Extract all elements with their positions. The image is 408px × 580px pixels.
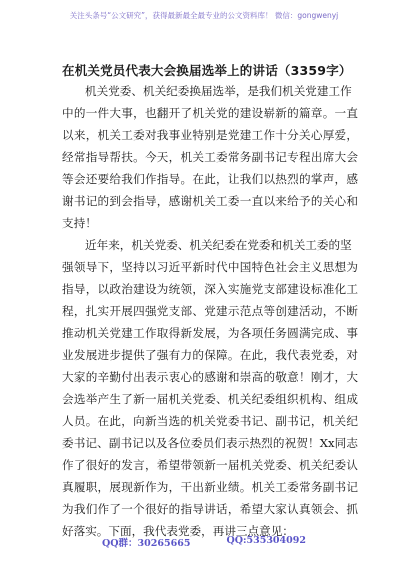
body-line: 真履职，展现新作为，干出新业绩。机关工委常务副书记 [62, 480, 358, 494]
body-line: 指导，以政治建设为统领，深入实施党支部建设标准化工 [62, 282, 358, 296]
body-line: 等会还要给我们作指导。在此，让我们以热烈的掌声，感 [62, 172, 358, 186]
body-line: 推动机关党建工作取得新发展，为各项任务圆满完成、事 [62, 326, 358, 340]
body-line: 机关党委、机关纪委换届选举，是我们机关党建工作 [85, 84, 352, 98]
qq-group-number: QQ群：30265665 [102, 538, 191, 549]
body-line: 近年来，机关党委、机关纪委在党委和机关工委的坚 [85, 238, 352, 252]
body-line: 为我们作了一个很好的指导讲话，希望大家认真领会、抓 [62, 502, 358, 516]
body-line: 好落实。下面，我代表党委，再讲三点意见： [62, 524, 294, 538]
body-line: 业发展进步提供了强有力的保障。在此，我代表党委，对 [62, 348, 358, 362]
body-line: 委书记、副书记以及各位委员们表示热烈的祝贺！Xx同志 [62, 436, 358, 450]
body-line: 以来，机关工委对我事业特别是党建工作十分关心厚爱， [62, 128, 358, 142]
qq-number: QQ:535304092 [226, 535, 306, 546]
body-line: 人员。在此，向新当选的机关党委书记、副书记，机关纪 [62, 414, 358, 428]
document-title: 在机关党员代表大会换届选举上的讲话（3359字） [62, 63, 352, 78]
body-line: 程，扎实开展四强党支部、党建示范点等创建活动，不断 [62, 304, 358, 318]
body-line: 大家的辛勤付出表示衷心的感谢和崇高的敬意！刚才，大 [62, 370, 358, 384]
body-line: 谢书记的到会指导，感谢机关工委一直以来给予的关心和 [62, 194, 358, 208]
body-line: 支持！ [62, 216, 97, 230]
body-line: 会选举产生了新一届机关党委、机关纪委组织机构、组成 [62, 392, 358, 406]
body-line: 强领导下，坚持以习近平新时代中国特色社会主义思想为 [62, 260, 358, 274]
body-line: 作了很好的发言，希望带领新一届机关党委、机关纪委认 [62, 458, 358, 472]
body-line: 中的一件大事，也翻开了机关党的建设崭新的篇章。一直 [62, 106, 358, 120]
header-banner: 关注头条号“公文研究”，获得最新最全最专业的公文资料库！ 微信：gongwenyj [69, 11, 339, 20]
body-line: 经常指导帮扶。今天，机关工委常务副书记专程出席大会 [62, 150, 358, 164]
footer-contacts [0, 535, 408, 549]
